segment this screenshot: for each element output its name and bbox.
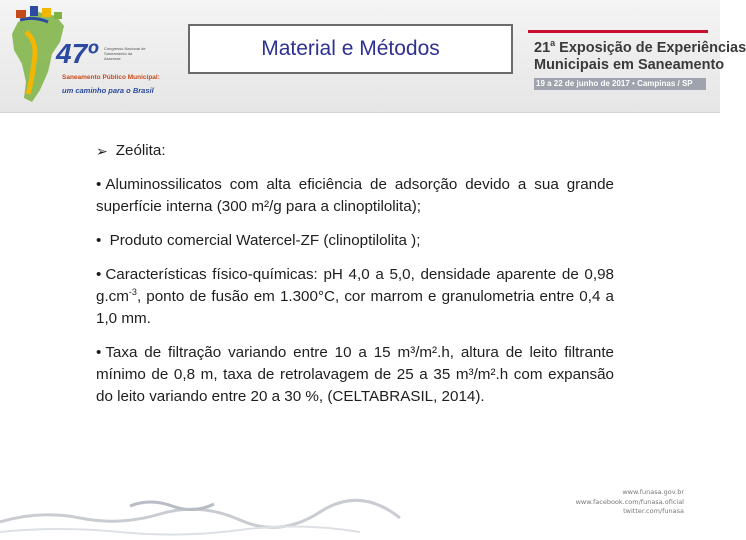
bullet-item: • Produto comercial Watercel-ZF (clinoptilolita ); — [96, 232, 421, 249]
page-title: Material e Métodos — [261, 37, 440, 60]
event-title-line2: Municipais em Saneamento — [534, 57, 725, 73]
event-date: 19 a 22 de junho de 2017 • Campinas / SP — [534, 78, 706, 90]
footer-links — [576, 488, 684, 517]
title-box — [188, 24, 513, 74]
footer-link-twitter[interactable]: twitter.com/funasa — [623, 507, 684, 515]
bullet-dot-icon: • — [96, 344, 102, 361]
congress-logo — [4, 2, 184, 110]
footer-link-facebook[interactable]: www.facebook.com/funasa.oficial — [575, 497, 684, 506]
bullet-dot-icon: • — [96, 232, 102, 249]
bullet-dot-icon: • — [96, 266, 102, 283]
bullet-item: • Aluminossilicatos com alta eficiência de adsorção devido a sua grande superfície interna (300 m²/g para a clinoptilolita); — [96, 176, 614, 215]
event-title-line1: 21$^a$ Exposição de Experiências — [534, 38, 746, 56]
congress-tagline: um caminho para o Brasil — [62, 86, 154, 95]
congress-subtitle: Saneamento Público Municipal: — [62, 74, 160, 81]
content-body — [96, 140, 614, 420]
bullet-dot-icon: • — [96, 176, 102, 193]
header-band — [0, 0, 746, 113]
bullet-item: • Taxa de filtração variando entre 10 a 15 m³/m².h, altura de leito filtrante mínimo de 0,8 m, taxa de retrolavagem de 25 a 35 m³/m².h com expansão do leito variando entre 20 a 30 %, (CELTABRASIL, 2014). — [96, 344, 614, 405]
event-logo — [528, 24, 746, 96]
congress-number: 47º — [56, 38, 98, 69]
event-accent-bar — [528, 30, 708, 33]
section-heading — [96, 140, 614, 162]
arrow-bullet-icon: ➢ — [96, 143, 108, 159]
bullet-item: • Características físico-químicas: pH 4,0 a 5,0, densidade aparente de 0,98 $g.cm^{-3}$, ponto de fusão em 1.300°C, cor marrom e granulometria entre 0,4 a 1,0 mm. — [96, 266, 614, 327]
section-heading-text: Zeólita: — [115, 142, 166, 159]
footer-link-website[interactable]: www.funasa.gov.br — [622, 488, 684, 496]
congress-small-text: Congresso Nacional de Saneamento da Assemae — [104, 46, 146, 61]
